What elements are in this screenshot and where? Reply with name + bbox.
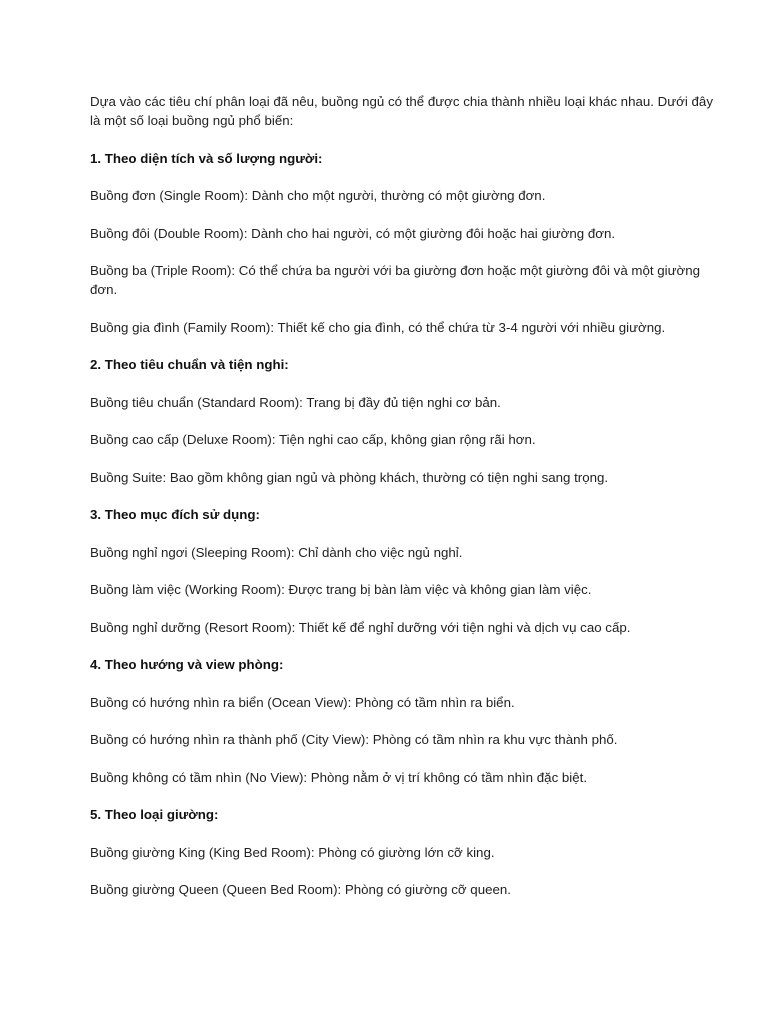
section-heading: 5. Theo loại giường: [90, 807, 219, 822]
section-1 [90, 149, 720, 337]
list-item: Buồng làm việc (Working Room): Được trang bị bàn làm việc và không gian làm việc. [90, 582, 592, 597]
section-heading: 1. Theo diện tích và số lượng người: [90, 150, 323, 166]
list-item: Buồng ba (Triple Room): Có thể chứa ba người với ba giường đơn hoặc một giường đôi và một giường đơn. [90, 263, 701, 297]
list-item: Buồng nghỉ ngơi (Sleeping Room): Chỉ dành cho việc ngủ nghỉ. [90, 544, 463, 560]
list-item: Buồng nghỉ dưỡng (Resort Room): Thiết kế để nghỉ dưỡng với tiện nghi và dịch vụ cao cấp. [90, 619, 631, 635]
document-page [90, 92, 720, 918]
intro-paragraph: Dựa vào các tiêu chí phân loại đã nêu, buồng ngủ có thể được chia thành nhiều loại khác nhau. Dưới đây là một số loại buồng ngủ phổ biến: [90, 94, 713, 128]
section-5 [90, 805, 720, 899]
list-item: Buồng cao cấp (Deluxe Room): Tiện nghi cao cấp, không gian rộng rãi hơn. [90, 432, 536, 447]
list-item: Buồng giường King (King Bed Room): Phòng có giường lớn cỡ king. [90, 844, 495, 860]
section-2 [90, 355, 720, 487]
list-item: Buồng Suite: Bao gồm không gian ngủ và phòng khách, thường có tiện nghi sang trọng. [90, 469, 609, 485]
list-item: Buồng có hướng nhìn ra biển (Ocean View): Phòng có tầm nhìn ra biển. [90, 694, 515, 710]
list-item: Buồng đơn (Single Room): Dành cho một người, thường có một giường đơn. [90, 188, 546, 203]
section-3 [90, 505, 720, 637]
section-heading: 3. Theo mục đích sử dụng: [90, 507, 260, 522]
list-item: Buồng có hướng nhìn ra thành phố (City View): Phòng có tầm nhìn ra khu vực thành phố. [90, 732, 618, 747]
list-item: Buồng không có tầm nhìn (No View): Phòng nằm ở vị trí không có tầm nhìn đặc biệt. [90, 769, 588, 785]
section-heading: 4. Theo hướng và view phòng: [90, 657, 284, 672]
list-item: Buồng giường Queen (Queen Bed Room): Phòng có giường cỡ queen. [90, 882, 511, 897]
list-item: Buồng đôi (Double Room): Dành cho hai người, có một giường đôi hoặc hai giường đơn. [90, 225, 616, 241]
section-heading: 2. Theo tiêu chuẩn và tiện nghi: [90, 357, 289, 372]
list-item: Buồng tiêu chuẩn (Standard Room): Trang bị đầy đủ tiện nghi cơ bản. [90, 394, 501, 410]
section-4 [90, 655, 720, 787]
list-item: Buồng gia đình (Family Room): Thiết kế cho gia đình, có thể chứa từ 3-4 người với nhiều giường. [90, 319, 666, 335]
